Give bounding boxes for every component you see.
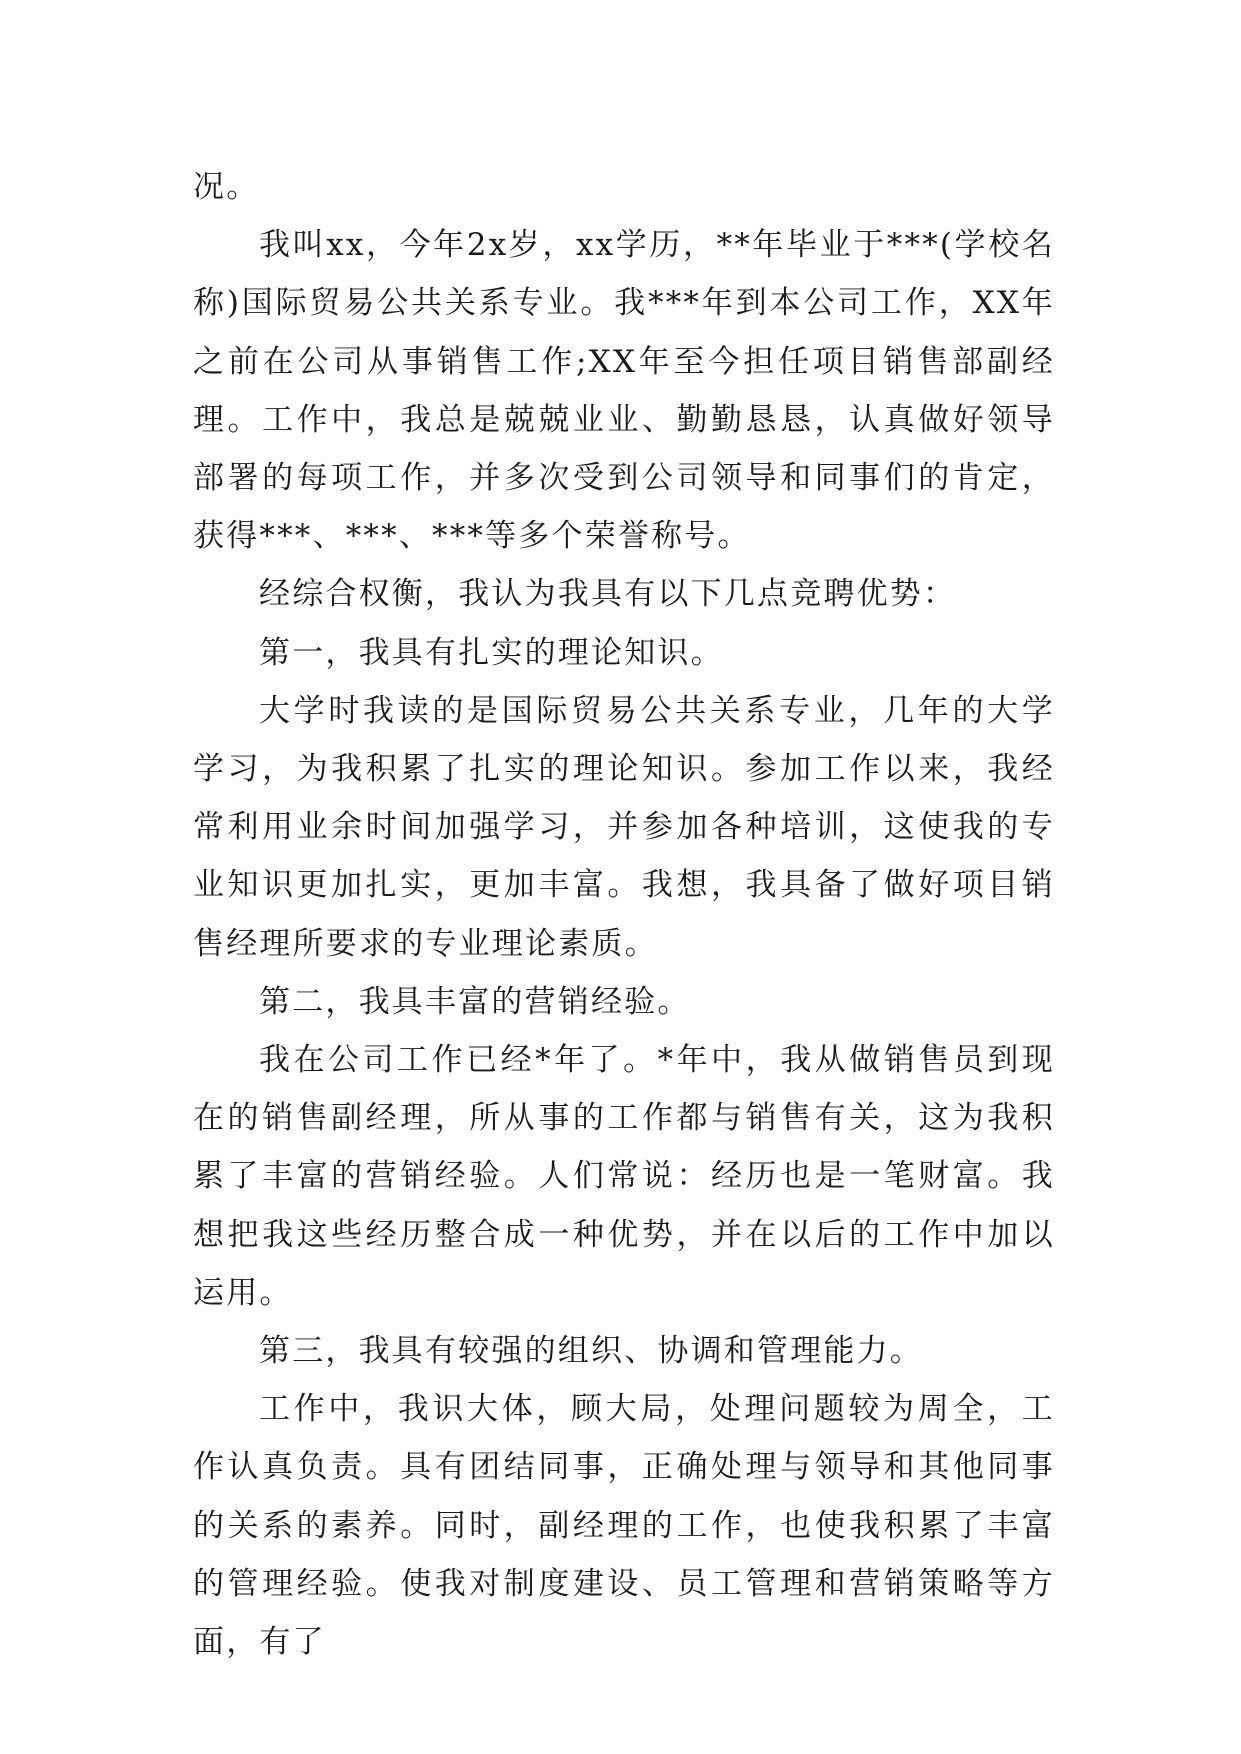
document-body bbox=[193, 158, 1055, 1671]
paragraph-continuation: 况。 bbox=[193, 169, 260, 205]
paragraph-theory-knowledge: 大学时我读的是国际贸易公共关系专业，几年的大学学习，为我积累了扎实的理论知识。参加工作以来，我经常利用业余时间加强学习，并参加各种培训，这使我的专业知识更加扎实，更加丰富。我想，我具备了做好项目销售经理所要求的专业理论素质。 bbox=[193, 692, 1055, 962]
paragraph-heading-second: 第二，我具丰富的营销经验。 bbox=[259, 983, 691, 1020]
paragraph-management-ability: 工作中，我识大体，顾大局，处理问题较为周全，工作认真负责。具有团结同事，正确处理与领导和其他同事的关系的素养。同时，副经理的工作，也使我积累了丰富的管理经验。使我对制度建设、员工管理和营销策略等方面，有了 bbox=[193, 1391, 1055, 1661]
paragraph-marketing-experience: 我在公司工作已经*年了。*年中，我从做销售员到现在的销售副经理，所从事的工作都与销售有关，这为我积累了丰富的营销经验。人们常说：经历也是一笔财富。我想把我这些经历整合成一种优势，并在以后的工作中加以运用。 bbox=[193, 1042, 1055, 1311]
paragraph-heading-first: 第一，我具有扎实的理论知识。 bbox=[259, 634, 724, 671]
paragraph-self-introduction: 我叫xx，今年2x岁，xx学历，**年毕业于***(学校名称)国际贸易公共关系专业。我***年到本公司工作，XX年之前在公司从事销售工作;XX年至今担任项目销售部副经理。工作中，我总是兢兢业业、勤勤恳恳，认真做好领导部署的每项工作，并多次受到公司领导和同事们的肯定，获得***、***、***等多个荣誉称号。 bbox=[193, 227, 1055, 555]
paragraph-advantages-intro: 经综合权衡，我认为我具有以下几点竞聘优势： bbox=[259, 576, 957, 613]
paragraph-heading-third: 第三，我具有较强的组织、协调和管理能力。 bbox=[259, 1333, 923, 1370]
